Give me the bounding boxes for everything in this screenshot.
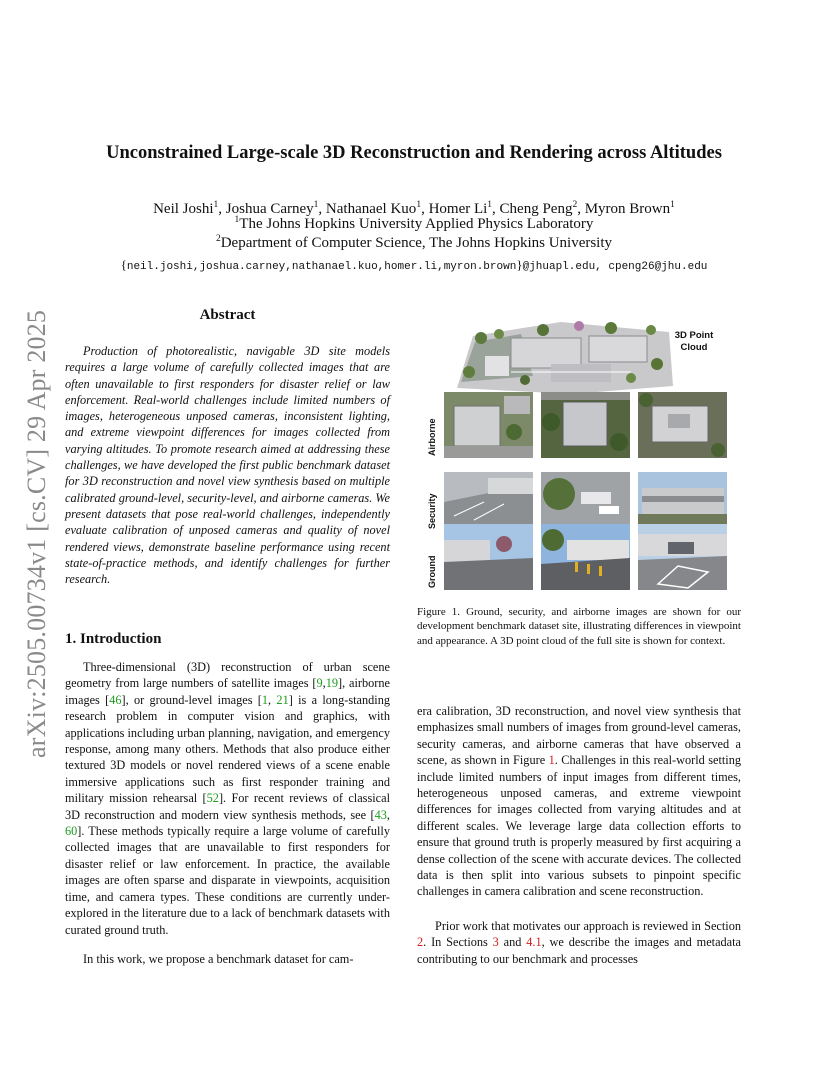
security-image-3 [638, 465, 727, 531]
email-brace-open: { [120, 257, 127, 272]
affiliation-1-text: The Johns Hopkins University Applied Physics Laboratory [239, 216, 594, 232]
citation-link[interactable]: 9 [316, 676, 323, 691]
point-cloud-label-line-2: Cloud [680, 342, 708, 353]
reference-link[interactable]: 2 [417, 935, 424, 950]
reference-link[interactable]: 4.1 [526, 935, 542, 950]
citation-link[interactable]: 1 [261, 692, 269, 707]
affiliation-1 [60, 215, 768, 233]
author-affiliation-number: 1 [487, 200, 493, 210]
right-column-paragraph-1: era calibration, 3D reconstruction, and novel view synthesis that emphasizes small numbers of images from ground-level cameras, security cameras, and airborne cameras that have observed a scene, as shown in Figure 1. Challenges in this real-world setting include limited numbers of input images from different times, heterogeneous unposed cameras, and extreme viewpoint differences for images collected from varying altitudes and at different scales. We leverage large data collection efforts to ensure that ground truth is properly measured by first acquiring a dense collection of the scene with accurate devices. The collected data is then split into various subsets to pinpoint specific challenges in camera calibration and scene reconstruction. [417, 704, 742, 899]
citation-link[interactable]: 52 [206, 791, 219, 806]
section-heading-introduction: 1. Introduction [65, 631, 162, 647]
affiliation-2-number: 2 [215, 234, 221, 244]
author-affiliation-number: 1 [313, 200, 319, 210]
intro-paragraph-2: In this work, we propose a benchmark dataset for cam- [83, 952, 354, 966]
security-image-1 [444, 465, 533, 531]
author-name: Nathanael Kuo [325, 201, 417, 217]
citation-link[interactable]: 43 [374, 807, 387, 822]
row-label-security: Security [427, 493, 437, 529]
abstract-heading: Abstract [199, 307, 256, 323]
abstract-text: Production of photorealistic, navigable 3D site models requires a large volume of carefully collected images that are often unavailable to first responders for disaster relief or law enforcement. Real-world challenges include limited numbers of images, heterogeneous unposed cameras, inconsistent lighting, and extreme viewpoint differences for images collected from varying altitudes. To promote research aimed at addressing these challenges, we have developed the first public benchmark dataset for 3D reconstruction and novel view synthesis based on multiple calibrated ground-level, security-level, and airborne cameras. We present datasets that pose real-world challenges, independently evaluate calibration of unposed cameras and quality of novel rendered views, demonstrate baseline performance using recent state-of-practice methods, and identify challenges for further research. [65, 344, 390, 587]
row-label-ground: Ground [427, 555, 437, 588]
author-name: Cheng Peng [499, 201, 573, 217]
intro-paragraph-1: Three-dimensional (3D) reconstruction of urban scene geometry from large numbers of satellite images [9,19], airborne images [46], or ground-level images [1, 21] is a long-standing research problem in computer vision and graphics, with applications including urban planning, navigation, and emergency response, among many others. Methods that also produce either textured 3D models or novel rendered views of a scene enable immersive applications such as first responder training and military mission rehearsal [52]. For recent reviews of classical 3D reconstruction and modern view synthesis methods, see [43, 60]. These methods typically require a large volume of carefully collected images that are unavailable to first responders for disaster relief or law enforcement. In practice, the available images are often sparse and disparate in viewpoints, acquisition time, and camera types. These conditions are currently under-explored in the literature due to a lack of benchmark datasets with curated ground truth. [65, 660, 391, 937]
ground-image-1 [444, 524, 533, 590]
point-cloud-label [665, 330, 723, 354]
email-brace-close: } [516, 257, 523, 272]
figure-1-caption: Figure 1. Ground, security, and airborne images are shown for our development benchmark dataset site, illustrating differences in viewpoint and appearance. A 3D point cloud of the full site is shown for context. [417, 606, 741, 647]
airborne-image-3 [638, 392, 727, 458]
author-name: Neil Joshi [153, 201, 214, 217]
affiliation-2-text: Department of Computer Science, The Johns Hopkins University [220, 235, 613, 251]
paper-title: Unconstrained Large-scale 3D Reconstruction and Rendering across Altitudes [106, 143, 722, 163]
point-cloud-image [451, 316, 677, 394]
arxiv-side-stamp: arXiv:2505.00734v1 [cs.CV] 29 Apr 2025 [22, 309, 51, 758]
citation-link[interactable]: 46 [109, 692, 122, 707]
citation-link[interactable]: 19 [325, 676, 338, 691]
citation-link[interactable]: 21 [276, 692, 289, 707]
affiliation-1-number: 1 [234, 215, 240, 225]
ground-image-2 [541, 524, 630, 590]
author-affiliation-number: 1 [213, 200, 219, 210]
author-name: Joshua Carney [225, 201, 314, 217]
author-affiliation-number: 1 [416, 200, 422, 210]
reference-link[interactable]: 1 [548, 753, 555, 768]
airborne-image-1 [444, 392, 533, 458]
reference-link[interactable]: 3 [492, 935, 499, 950]
ground-image-3 [638, 524, 727, 590]
security-image-2 [541, 465, 630, 531]
row-label-airborne: Airborne [427, 418, 437, 456]
email-domains: @jhuapl.edu, cpeng26@jhu.edu [522, 261, 708, 273]
airborne-image-2 [541, 392, 630, 458]
point-cloud-label-line-1: 3D Point [674, 330, 714, 341]
figure-1 [425, 312, 739, 594]
author-list: Neil Joshi$^1$, Joshua Carney$^1$, Nathanael Kuo$^1$, Homer Li$^1$, Cheng Peng$^2$, Myron Brown$^1$ [153, 200, 675, 217]
affiliation-2 [60, 234, 768, 252]
author-name: Homer Li [428, 201, 488, 217]
author-affiliation-number: 2 [572, 200, 578, 210]
email-list: neil.joshi,joshua.carney,nathanael.kuo,homer.li,myron.brown [126, 261, 517, 273]
author-emails [60, 257, 768, 273]
author-affiliation-number: 1 [670, 200, 675, 210]
citation-link[interactable]: 60 [65, 824, 78, 839]
right-column-paragraph-2: Prior work that motivates our approach is reviewed in Section 2. In Sections 3 and 4.1, we describe the images and metadata contributing to our benchmark and processes [417, 919, 742, 966]
author-name: Myron Brown [584, 201, 671, 217]
